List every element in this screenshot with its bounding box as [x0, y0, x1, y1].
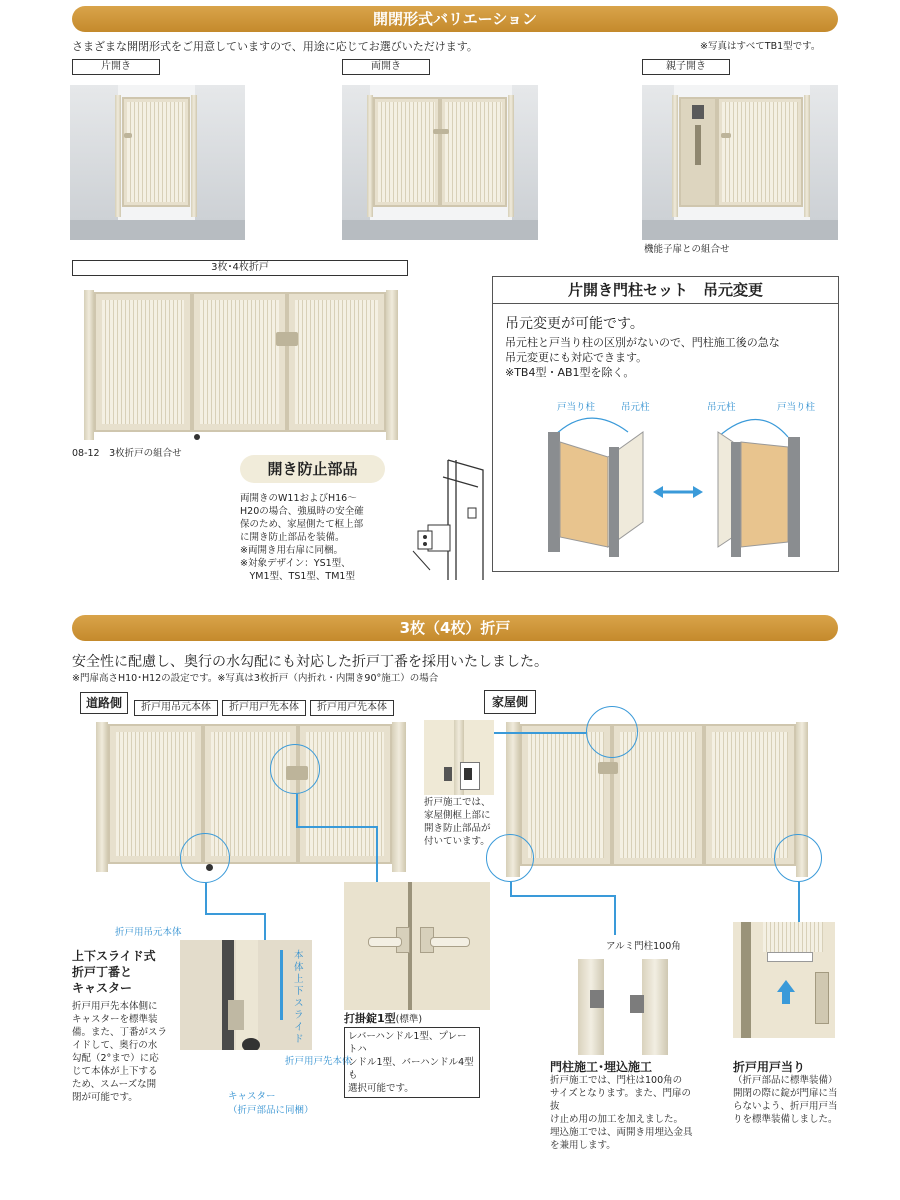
hinge-panel-title: 片開き門柱セット 吊元変更: [493, 277, 838, 304]
tag-tip-body: 折戸用戸先本体: [285, 1056, 352, 1067]
label-left-hinge-post: 吊元柱: [621, 402, 650, 413]
caster-note: （折戸部品に同梱）: [228, 1105, 314, 1116]
variant-label-parent-child: 親子開き: [642, 59, 730, 75]
photo-stopper: [733, 922, 835, 1038]
stopper-text: （折戸部品に標準装備） 開閉の際に錠が門扉に当 らないよう、折戸用戸当 りを標準装備しました。: [733, 1075, 838, 1125]
lock-title: 打掛錠1型: [344, 1012, 396, 1025]
folding-gate-label: 3枚･4枚折戸: [72, 260, 408, 276]
hinge-panel-text: 吊元柱と戸当り柱の区別がないので、門柱施工後の急な 吊元変更にも対応できます。 ※TB4型・AB1型を除く。: [505, 336, 780, 379]
stopper-title: 折戸用戸当り: [733, 1060, 806, 1074]
photo-single-gate: [70, 85, 245, 240]
post-title: 門柱施工･埋込施工: [550, 1060, 653, 1074]
caption-parent-child: 機能子扉との組合せ: [644, 244, 730, 255]
photo-note: ※写真はすべてTB1型です。: [700, 41, 821, 52]
post-label: アルミ門柱100角: [606, 941, 681, 952]
post-text: 折戸施工では、門柱は100角の サイズとなります。また、門扉の抜 け止め用の加工を加えました。 埋込施工では、両開き用埋込金具 を兼用します。: [550, 1075, 693, 1151]
label-left-stop-post: 戸当り柱: [557, 402, 596, 413]
lock-text: レバーハンドル1型、プレートハ ンドル1型、バーハンドル4型も 選択可能です。: [344, 1027, 480, 1098]
variant-label-double: 両開き: [342, 59, 430, 75]
part-label-tip-body-1: 折戸用戸先本体: [222, 700, 306, 716]
hinge-change-panel: [492, 276, 839, 572]
photo-folding-detail: [424, 720, 494, 795]
highlight-caster-circle: [180, 833, 230, 883]
photo-road-side-gate: [96, 718, 408, 873]
hinge-panel-heading: 吊元変更が可能です。: [505, 316, 644, 332]
variant-label-single: 片開き: [72, 59, 160, 75]
section-banner-variations: 開閉形式バリエーション: [72, 6, 838, 32]
photo-slide-hinge: [180, 940, 312, 1050]
label-right-stop-post: 戸当り柱: [777, 402, 816, 413]
road-side-label: 道路側: [80, 692, 128, 714]
photo-folding-gate: [76, 284, 410, 444]
photo-parent-child-gate: [642, 85, 838, 240]
part-label-tip-body-2: 折戸用戸先本体: [310, 700, 394, 716]
caption-folding-gate: 08-12 3枚折戸の組合せ: [72, 448, 182, 459]
slide-title: 上下スライド式 折戸丁番と キャスター: [72, 949, 156, 995]
photo-house-side-gate: [506, 718, 808, 878]
folding-note-text: 折戸施工では、 家屋側框上部に 開き防止部品が 付いています。: [424, 797, 491, 847]
prevention-title: 開き防止部品: [240, 455, 385, 483]
highlight-prevention-circle: [586, 706, 638, 758]
folding-heading: 安全性に配慮し、奥行の水勾配にも対応した折戸丁番を採用いたしました。: [72, 654, 548, 670]
prevention-text: 両開きのW11およびH16～ H20の場合、強風時の安全確 保のため、家屋側たて框上部 に開き防止部品を装備。 ※両開き用右扉に同梱。 ※対象デザイン：YS1型、 YM1型、TS1型、TM1型: [240, 493, 364, 582]
photo-lock: [344, 882, 490, 1010]
highlight-stopper-circle: [774, 834, 822, 882]
photo-double-gate: [342, 85, 538, 240]
lock-title-row: [344, 1010, 422, 1026]
intro-text: さまざまな開閉形式をご用意していますので、用途に応じてお選びいただけます。: [72, 40, 478, 53]
tag-hinge-body: 折戸用吊元本体: [115, 927, 182, 938]
hinge-change-diagram: [533, 397, 823, 567]
highlight-post-circle: [486, 834, 534, 882]
part-label-hinge-body: 折戸用吊元本体: [134, 700, 218, 716]
vertical-slide-label: 本体上下スライド: [294, 950, 304, 1045]
photo-posts: [570, 955, 685, 1055]
section-banner-folding: 3枚（4枚）折戸: [72, 615, 838, 641]
lock-standard: (標準): [395, 1014, 423, 1025]
folding-note: ※門扉高さH10･H12の設定です。※写真は3枚折戸（内折れ・内開き90°施工）の場合: [72, 673, 439, 684]
slide-text: 折戸用戸先本体側に キャスターを標準装 備。また、丁番がスラ イドして、奥行の水 勾配（2°まで）に応 じて本体が上下する ため、スムーズな開 閉が可能です。: [72, 1001, 168, 1103]
house-side-label: 家屋側: [484, 690, 536, 714]
prevention-part-illustration: [408, 455, 490, 585]
highlight-lock-circle: [270, 744, 320, 794]
caster-label: キャスター: [228, 1091, 276, 1102]
label-right-hinge-post: 吊元柱: [707, 402, 736, 413]
